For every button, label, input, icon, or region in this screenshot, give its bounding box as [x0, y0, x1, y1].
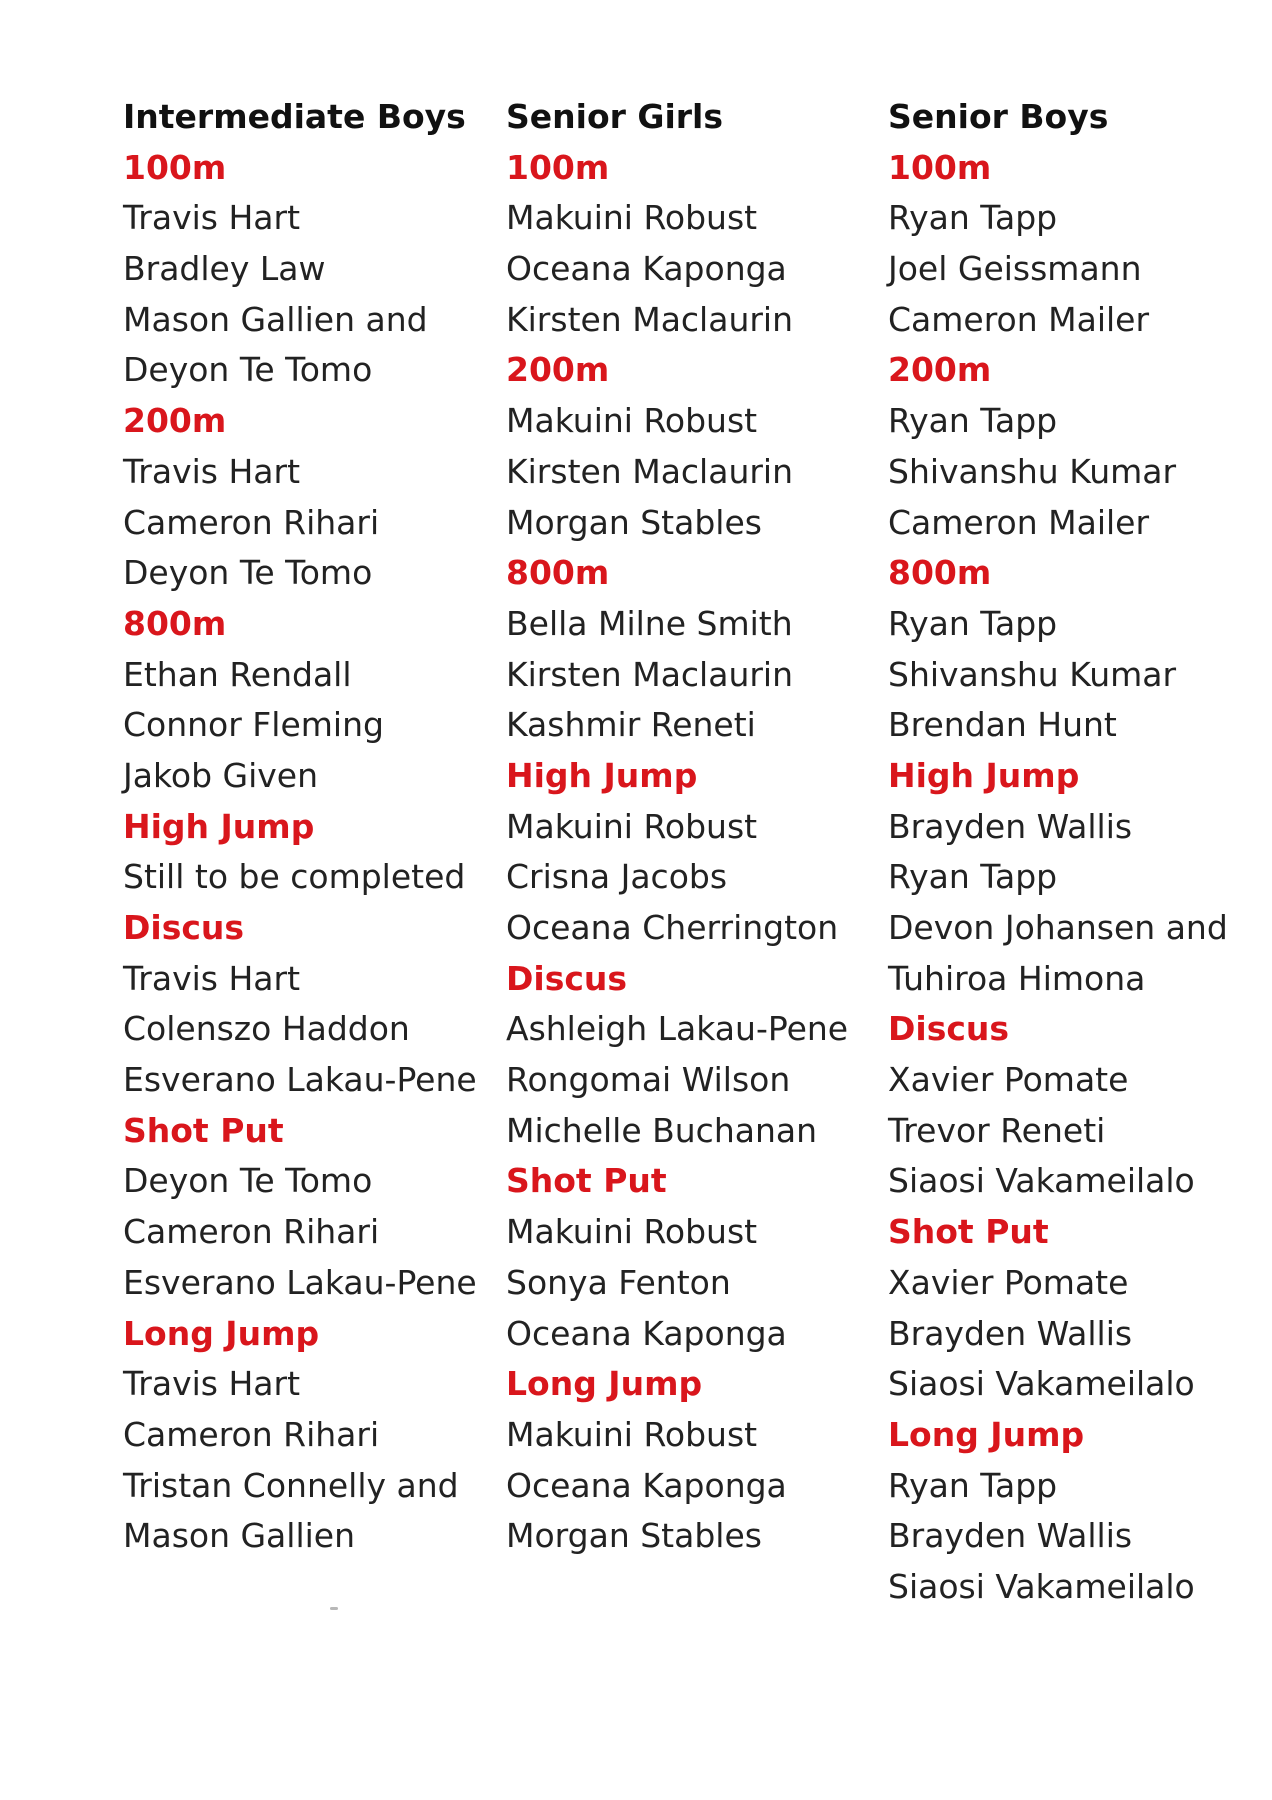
athlete-name: Ryan Tapp: [888, 198, 1058, 238]
athlete-name: Ryan Tapp: [888, 603, 1058, 643]
event-heading: Long Jump: [123, 1313, 320, 1353]
athlete-name: Siaosi Vakameilalo: [888, 1566, 1195, 1606]
athlete-name: Cameron Rihari: [123, 1414, 380, 1454]
athlete-name: Makuini Robust: [506, 1212, 758, 1252]
athlete-name: Travis Hart: [123, 958, 301, 998]
event-heading: High Jump: [888, 755, 1080, 795]
athlete-name: Deyon Te Tomo: [123, 553, 373, 593]
athlete-name: Colenszo Haddon: [123, 1009, 410, 1049]
athlete-name: Shivanshu Kumar: [888, 451, 1177, 491]
athlete-name: Bradley Law: [123, 249, 326, 289]
athlete-name: Oceana Kaponga: [506, 1465, 787, 1505]
event-heading: Discus: [506, 958, 628, 998]
event-heading: 100m: [123, 147, 227, 187]
athlete-name: Ryan Tapp: [888, 857, 1058, 897]
athlete-name: Still to be completed: [123, 857, 466, 897]
athlete-name: Oceana Kaponga: [506, 1313, 787, 1353]
athlete-name: Michelle Buchanan: [506, 1110, 818, 1150]
athlete-name: Mason Gallien and: [123, 299, 428, 339]
column-header: Intermediate Boys: [123, 97, 466, 136]
athlete-name: Brendan Hunt: [888, 705, 1117, 745]
athlete-name: Esverano Lakau-Pene: [123, 1262, 477, 1302]
athlete-name: Makuini Robust: [506, 806, 758, 846]
athlete-name: Crisna Jacobs: [506, 857, 728, 897]
column-senior-girls: [506, 92, 906, 1562]
event-heading: 800m: [506, 553, 610, 593]
athlete-name: Kashmir Reneti: [506, 705, 756, 745]
athlete-name: Morgan Stables: [506, 1516, 762, 1556]
athlete-name: Oceana Kaponga: [506, 249, 787, 289]
athlete-name: Makuini Robust: [506, 401, 758, 441]
column-senior-boys: [888, 92, 1272, 1613]
athlete-name: Brayden Wallis: [888, 1313, 1133, 1353]
athlete-name: Cameron Mailer: [888, 502, 1150, 542]
athlete-name: Brayden Wallis: [888, 806, 1133, 846]
athlete-name: Xavier Pomate: [888, 1262, 1129, 1302]
event-heading: 200m: [123, 401, 227, 441]
athlete-name: Bella Milne Smith: [506, 603, 793, 643]
event-heading: Shot Put: [506, 1161, 667, 1201]
athlete-name: Kirsten Maclaurin: [506, 451, 794, 491]
event-heading: 800m: [888, 553, 992, 593]
athlete-name: Travis Hart: [123, 451, 301, 491]
event-heading: 200m: [888, 350, 992, 390]
event-heading: Long Jump: [888, 1414, 1085, 1454]
athlete-name: Jakob Given: [123, 755, 319, 795]
athlete-name: Deyon Te Tomo: [123, 350, 373, 390]
event-heading: High Jump: [123, 806, 315, 846]
athlete-name: Joel Geissmann: [888, 249, 1142, 289]
athlete-name: Makuini Robust: [506, 1414, 758, 1454]
athlete-name: Devon Johansen and: [888, 908, 1228, 947]
athlete-name: Siaosi Vakameilalo: [888, 1161, 1195, 1201]
event-heading: 800m: [123, 603, 227, 643]
event-heading: Long Jump: [506, 1364, 703, 1404]
athlete-name: Ryan Tapp: [888, 401, 1058, 441]
athlete-name: Ryan Tapp: [888, 1465, 1058, 1505]
athlete-name: Kirsten Maclaurin: [506, 299, 794, 339]
column-header: Senior Boys: [888, 97, 1109, 136]
athlete-name: Makuini Robust: [506, 198, 758, 238]
athlete-name: Mason Gallien: [123, 1516, 355, 1556]
column-intermediate-boys: [123, 92, 523, 1562]
athlete-name: Deyon Te Tomo: [123, 1161, 373, 1201]
athlete-name: Sonya Fenton: [506, 1262, 731, 1302]
event-heading: 100m: [506, 147, 610, 187]
event-heading: 200m: [506, 350, 610, 390]
athlete-name: Brayden Wallis: [888, 1516, 1133, 1556]
athlete-name: Xavier Pomate: [888, 1060, 1129, 1100]
athlete-name: Ashleigh Lakau-Pene: [506, 1009, 849, 1049]
athlete-name: Cameron Rihari: [123, 1212, 380, 1252]
athlete-name: Ethan Rendall: [123, 654, 352, 694]
athlete-name: Cameron Rihari: [123, 502, 380, 542]
athlete-name: Siaosi Vakameilalo: [888, 1364, 1195, 1404]
athlete-name: Rongomai Wilson: [506, 1060, 791, 1100]
event-heading: Shot Put: [888, 1212, 1049, 1252]
event-heading: 100m: [888, 147, 992, 187]
athlete-name: Tristan Connelly and: [123, 1465, 459, 1505]
athlete-name: Morgan Stables: [506, 502, 762, 542]
athlete-name: Travis Hart: [123, 1364, 301, 1404]
athlete-name: Trevor Reneti: [888, 1110, 1106, 1150]
scan-speck: [330, 1607, 338, 1610]
athlete-name: Oceana Cherrington: [506, 908, 839, 947]
event-heading: High Jump: [506, 755, 698, 795]
event-heading: Discus: [888, 1009, 1010, 1049]
athlete-name: Shivanshu Kumar: [888, 654, 1177, 694]
athlete-name: Esverano Lakau-Pene: [123, 1060, 477, 1100]
column-header: Senior Girls: [506, 97, 724, 136]
athlete-name: Kirsten Maclaurin: [506, 654, 794, 694]
event-heading: Shot Put: [123, 1110, 284, 1150]
athlete-name: Cameron Mailer: [888, 299, 1150, 339]
athlete-name: Connor Fleming: [123, 705, 384, 745]
athlete-name: Travis Hart: [123, 198, 301, 238]
athlete-name: Tuhiroa Himona: [888, 958, 1146, 998]
event-heading: Discus: [123, 908, 245, 947]
